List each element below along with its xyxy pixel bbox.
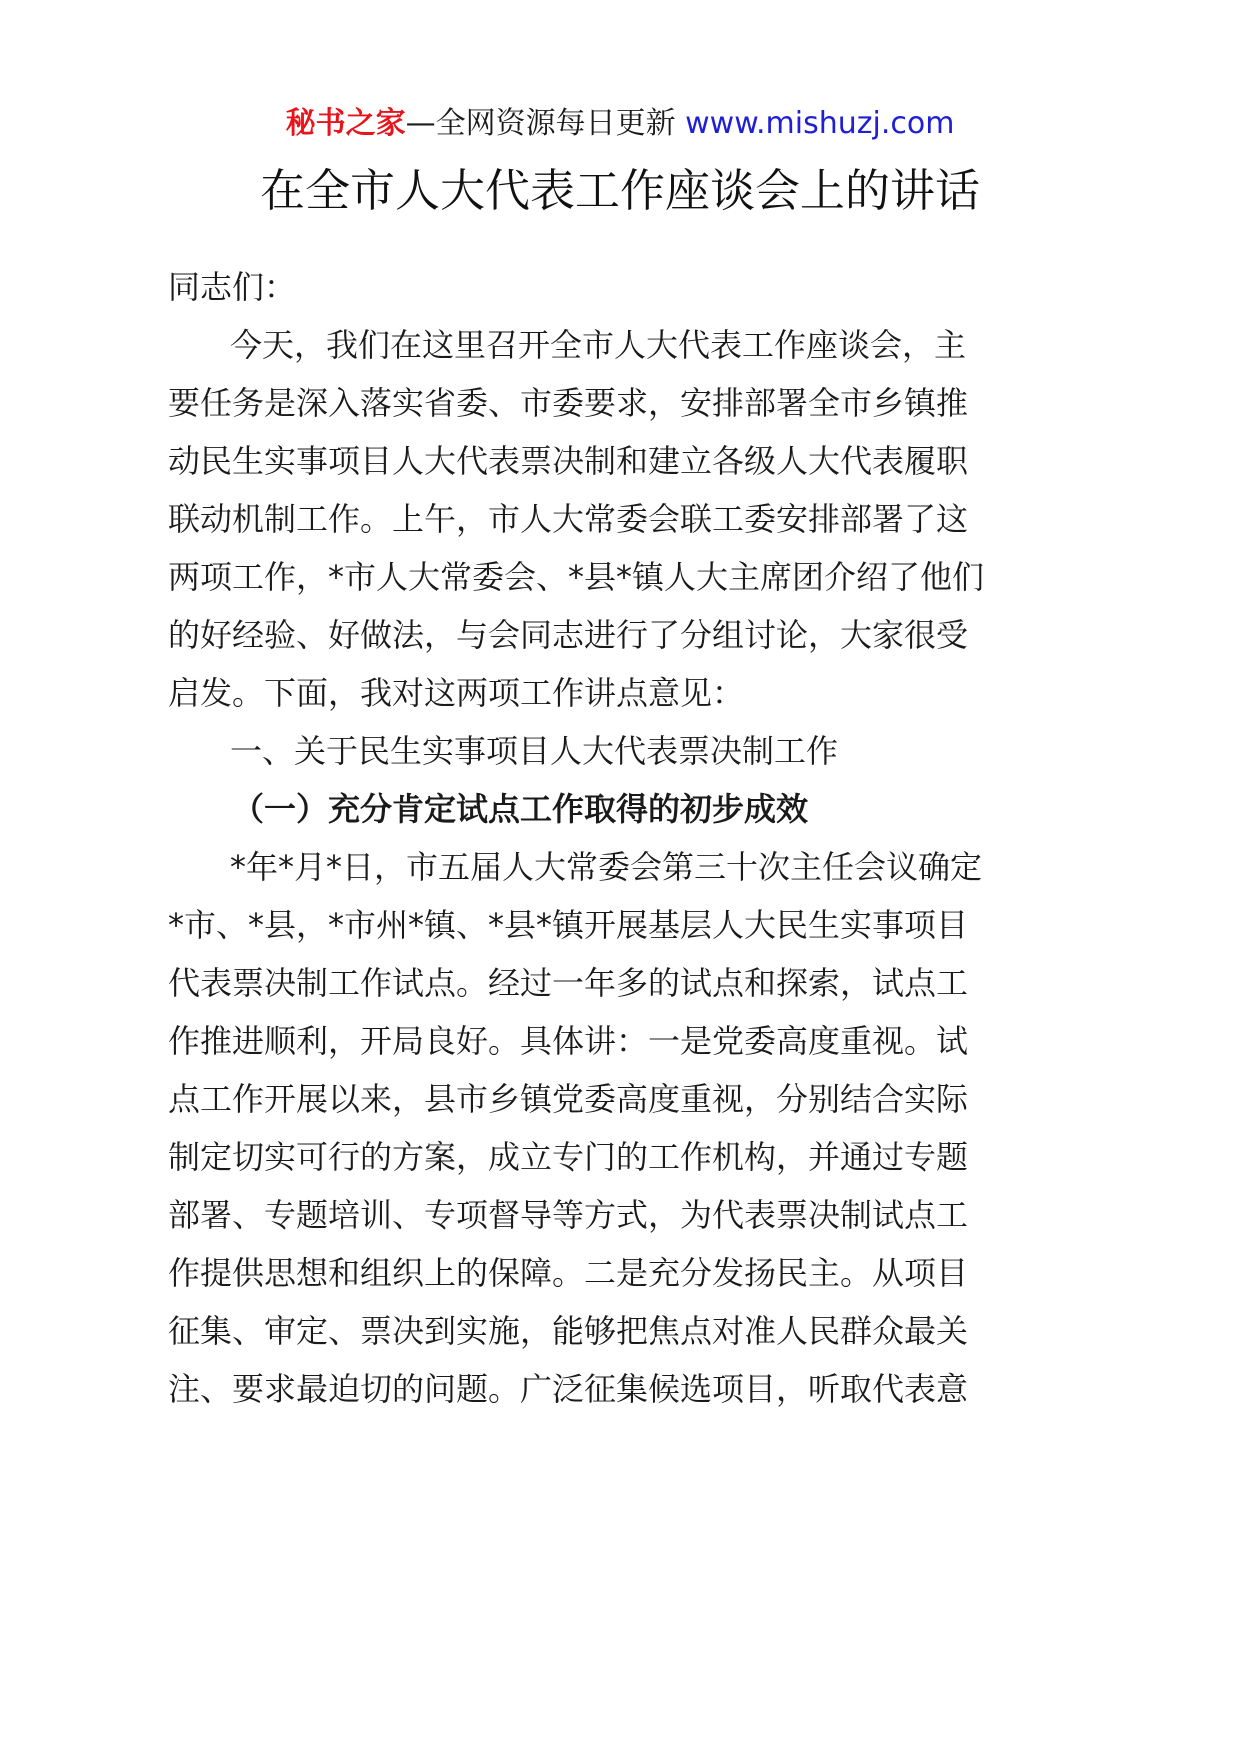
body-line: 启发。下面，我对这两项工作讲点意见： — [168, 674, 745, 712]
body-line: 征集、审定、票决到实施，能够把焦点对准人民群众最关 — [168, 1312, 969, 1350]
site-brand: 秘书之家 — [285, 106, 406, 141]
section-heading: 一、关于民生实事项目人大代表票决制工作 — [230, 732, 839, 770]
body-line: *年*月*日，市五届人大常委会第三十次主任会议确定 — [230, 848, 983, 886]
salutation: 同志们： — [168, 268, 297, 306]
document-title: 在全市人大代表工作座谈会上的讲话 — [259, 164, 980, 217]
body-line: 的好经验、好做法，与会同志进行了分组讨论，大家很受 — [168, 616, 969, 654]
body-line: 联动机制工作。上午，市人大常委会联工委安排部署了这 — [168, 500, 969, 538]
subsection-heading: （一）充分肯定试点工作取得的初步成效 — [232, 790, 809, 828]
body-line: 作提供思想和组织上的保障。二是充分发扬民主。从项目 — [168, 1254, 969, 1292]
body-line: 两项工作，*市人大常委会、*县*镇人大主席团介绍了他们 — [168, 558, 985, 596]
body-line: 今天，我们在这里召开全市人大代表工作座谈会，主 — [230, 326, 967, 364]
body-line: 点工作开展以来，县市乡镇党委高度重视，分别结合实际 — [168, 1080, 969, 1118]
body-line: 部署、专题培训、专项督导等方式，为代表票决制试点工 — [168, 1196, 969, 1234]
body-line: 作推进顺利，开局良好。具体讲：一是党委高度重视。试 — [168, 1022, 969, 1060]
site-slogan: —全网资源每日更新 — [405, 106, 686, 141]
body-line: 要任务是深入落实省委、市委要求，安排部署全市乡镇推 — [168, 384, 969, 422]
site-banner — [0, 104, 1240, 144]
body-line: *市、*县，*市州*镇、*县*镇开展基层人大民生实事项目 — [168, 906, 969, 944]
body-line: 代表票决制工作试点。经过一年多的试点和探索，试点工 — [168, 964, 969, 1002]
body-line: 制定切实可行的方案，成立专门的工作机构，并通过专题 — [168, 1138, 969, 1176]
body-line: 注、要求最迫切的问题。广泛征集候选项目，听取代表意 — [168, 1370, 969, 1408]
site-url-link[interactable]: www.mishuzj.com — [685, 106, 955, 141]
body-line: 动民生实事项目人大代表票决制和建立各级人大代表履职 — [168, 442, 969, 480]
